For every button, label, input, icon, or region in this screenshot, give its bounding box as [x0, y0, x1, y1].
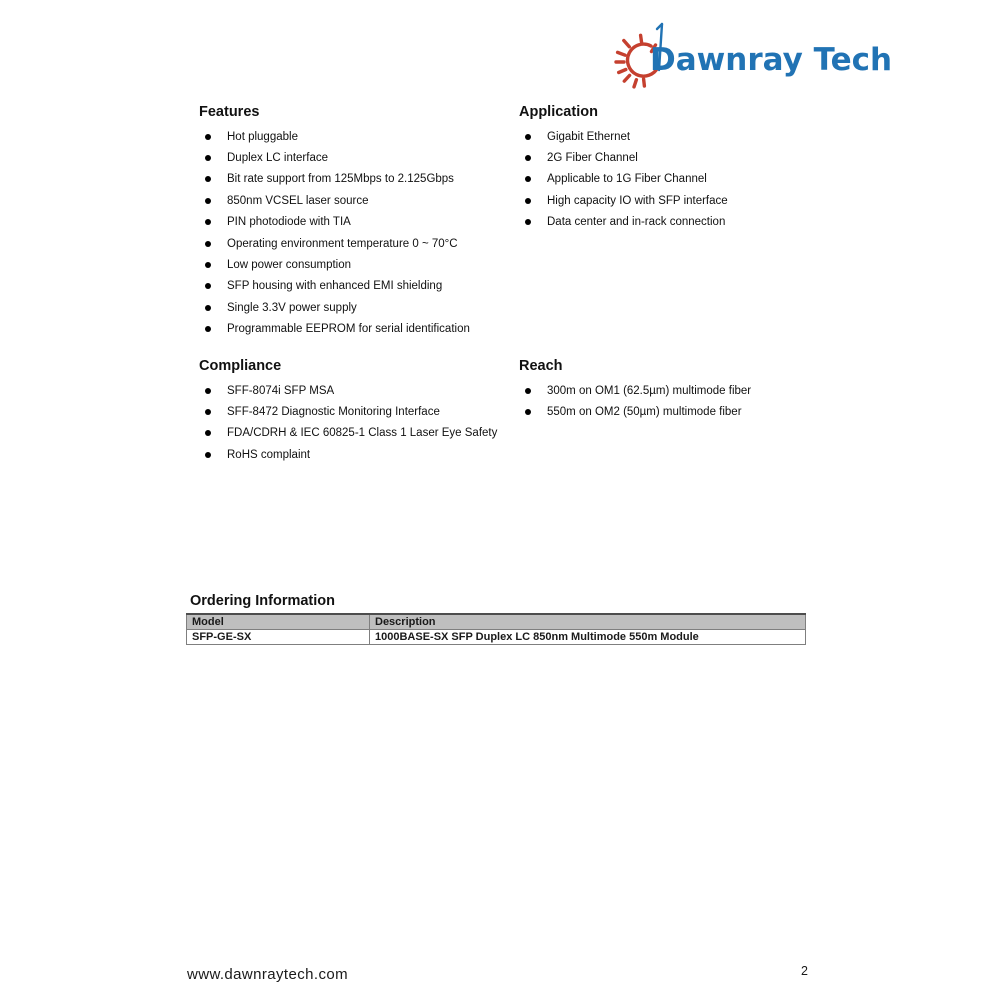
section-title-reach: Reach [519, 358, 563, 374]
feature-label: Operating environment temperature 0 ~ 70°C [227, 237, 458, 250]
feature-label: Bit rate support from 125Mbps to 2.125Gbps [227, 173, 454, 186]
compliance-item [199, 423, 544, 444]
compliance-list [199, 380, 544, 466]
feature-label: Programmable EEPROM for serial identification [227, 323, 470, 336]
bullet-icon [205, 262, 211, 268]
feature-item [199, 254, 529, 275]
compliance-item [199, 444, 544, 465]
feature-item [199, 319, 529, 340]
brand-name: Dawnray Tech [650, 42, 893, 78]
section-reach [519, 358, 849, 423]
feature-item [199, 212, 529, 233]
reach-item [519, 380, 849, 401]
reach-label: 300m on OM1 (62.5µm) multimode fiber [547, 384, 752, 397]
reach-label: 550m on OM2 (50µm) multimode fiber [547, 406, 742, 419]
compliance-label: SFF-8074i SFP MSA [227, 384, 335, 397]
section-features [199, 104, 529, 340]
bullet-icon [205, 241, 211, 247]
section-title-application: Application [519, 104, 598, 120]
application-item [519, 212, 849, 233]
col-header-model: Model [187, 614, 370, 630]
application-item [519, 190, 849, 211]
feature-item [199, 297, 529, 318]
cell-model: SFP-GE-SX [187, 630, 370, 645]
footer-website: www.dawnraytech.com [187, 966, 348, 983]
bullet-icon [205, 388, 211, 394]
feature-label: Single 3.3V power supply [227, 301, 357, 314]
application-label: Gigabit Ethernet [547, 130, 631, 143]
reach-list [519, 380, 849, 423]
feature-label: PIN photodiode with TIA [227, 216, 351, 229]
compliance-label: FDA/CDRH & IEC 60825-1 Class 1 Laser Eye Safety [227, 427, 498, 440]
compliance-item [199, 401, 544, 422]
application-item [519, 126, 849, 147]
bullet-icon [525, 198, 531, 204]
application-item [519, 147, 849, 168]
compliance-label: SFF-8472 Diagnostic Monitoring Interface [227, 406, 440, 419]
table-row [187, 630, 806, 645]
ordering-information-title: Ordering Information [190, 593, 335, 609]
feature-item [199, 233, 529, 254]
application-label: High capacity IO with SFP interface [547, 194, 728, 207]
section-title-features: Features [199, 104, 260, 120]
page-number: 2 [801, 964, 808, 978]
bullet-icon [205, 430, 211, 436]
feature-label: Low power consumption [227, 259, 352, 272]
section-application [519, 104, 849, 233]
cell-description: 1000BASE-SX SFP Duplex LC 850nm Multimode 550m Module [370, 630, 806, 645]
feature-item [199, 190, 529, 211]
feature-item [199, 276, 529, 297]
feature-label: SFP housing with enhanced EMI shielding [227, 280, 443, 293]
bullet-icon [205, 155, 211, 161]
bullet-icon [205, 283, 211, 289]
section-title-compliance: Compliance [199, 358, 282, 374]
bullet-icon [205, 409, 211, 415]
feature-item [199, 147, 529, 168]
section-compliance [199, 358, 544, 466]
ordering-table [186, 613, 806, 645]
bullet-icon [205, 134, 211, 140]
feature-label: Duplex LC interface [227, 152, 328, 165]
reach-item [519, 401, 849, 422]
bullet-icon [205, 452, 211, 458]
feature-label: 850nm VCSEL laser source [227, 194, 369, 207]
brand-logo [610, 18, 893, 96]
bullet-icon [205, 305, 211, 311]
bullet-icon [525, 134, 531, 140]
bullet-icon [525, 219, 531, 225]
bullet-icon [525, 176, 531, 182]
bullet-icon [525, 388, 531, 394]
bullet-icon [525, 409, 531, 415]
col-header-description: Description [370, 614, 806, 630]
features-list [199, 126, 529, 340]
bullet-icon [205, 198, 211, 204]
application-list [519, 126, 849, 233]
application-label: 2G Fiber Channel [547, 152, 638, 165]
feature-label: Hot pluggable [227, 130, 298, 143]
compliance-label: RoHS complaint [227, 448, 311, 461]
bullet-icon [525, 155, 531, 161]
bullet-icon [205, 219, 211, 225]
bullet-icon [205, 176, 211, 182]
compliance-item [199, 380, 544, 401]
table-header-row [187, 614, 806, 630]
application-label: Data center and in-rack connection [547, 216, 726, 229]
application-item [519, 169, 849, 190]
application-label: Applicable to 1G Fiber Channel [547, 173, 707, 186]
feature-item [199, 126, 529, 147]
feature-item [199, 169, 529, 190]
bullet-icon [205, 326, 211, 332]
